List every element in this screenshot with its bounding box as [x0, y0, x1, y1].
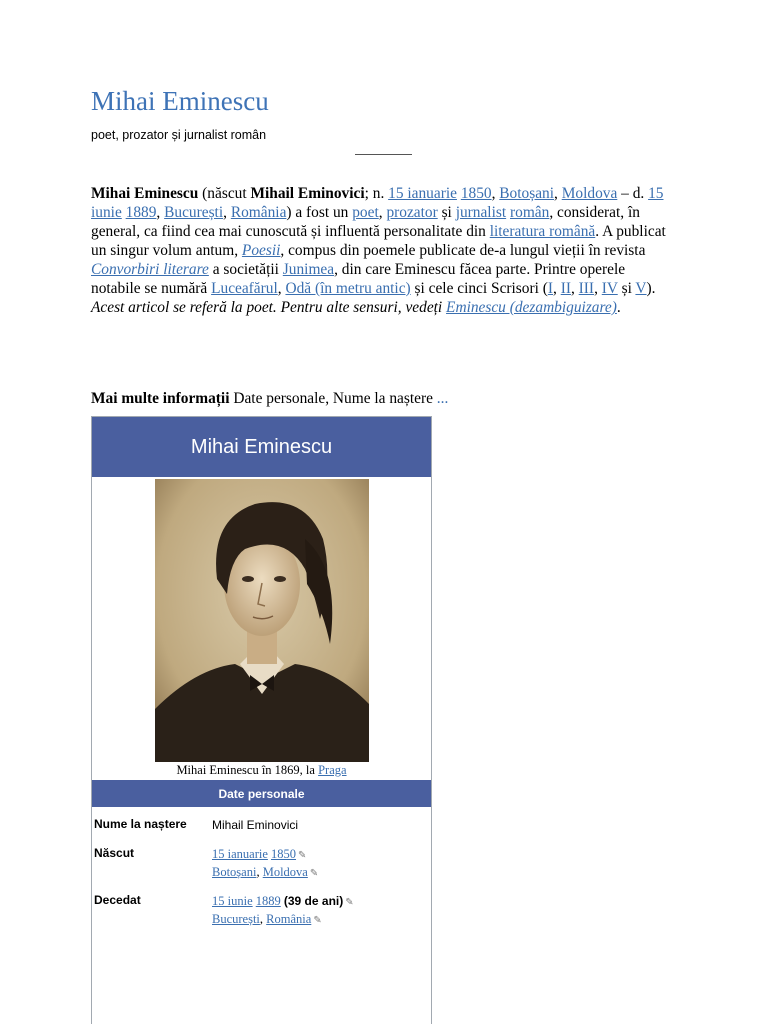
- text: ; n.: [364, 185, 389, 202]
- row-label: Născut: [94, 846, 135, 860]
- text: , considerat, în general, ca fiind cea mai cunoscută și influentă personalitate din: [91, 204, 640, 240]
- infobox-body: [92, 807, 431, 1025]
- text: și: [437, 204, 456, 221]
- pencil-icon[interactable]: ✎: [345, 897, 354, 908]
- infobox-header: Mihai Eminescu: [92, 417, 431, 477]
- text: , din care Eminescu făcea parte. Printre operele notabile se numără: [91, 261, 626, 297]
- row-value: [212, 817, 298, 833]
- link-1850[interactable]: 1850: [460, 185, 492, 202]
- link-junimea[interactable]: Junimea: [282, 261, 335, 278]
- page-subtitle: poet, prozator și jurnalist român: [91, 128, 267, 142]
- link-scrisoarea-ii[interactable]: II: [560, 280, 571, 297]
- link-botosani[interactable]: Botoșani: [499, 185, 555, 202]
- infobox-section-header: Date personale: [92, 780, 431, 807]
- page-title: Mihai Eminescu: [91, 86, 269, 116]
- link-praga[interactable]: Praga: [318, 763, 347, 777]
- link-died-place[interactable]: București: [212, 912, 260, 926]
- more-info-text: Date personale, Nume la naștere: [229, 390, 437, 407]
- more-info-line[interactable]: [91, 389, 448, 408]
- row-value: 15 ianuarie 1850 ✎ Botoșani, Moldova ✎: [212, 847, 319, 879]
- link-jurnalist[interactable]: jurnalist: [455, 204, 507, 221]
- link-scrisoarea-v[interactable]: V: [635, 280, 647, 297]
- link-born-year[interactable]: 1850: [271, 847, 297, 861]
- link-died-date[interactable]: 15 iunie: [212, 894, 253, 908]
- link-convorbiri-literare[interactable]: Convorbiri literare: [91, 261, 209, 278]
- link-scrisoarea-i[interactable]: I: [547, 280, 553, 297]
- link-prozator[interactable]: prozator: [386, 204, 438, 221]
- pencil-icon[interactable]: ✎: [309, 868, 319, 879]
- row-label: Decedat: [94, 893, 141, 907]
- more-info-label: Mai multe informații: [91, 390, 230, 407]
- text: – d.: [617, 185, 649, 202]
- link-born-region[interactable]: Moldova: [262, 865, 308, 879]
- portrait-image[interactable]: [155, 479, 369, 762]
- link-oda[interactable]: Odă (în metru antic): [285, 280, 411, 297]
- birthname-value: Mihail Eminovici: [212, 818, 299, 832]
- link-15-ianuarie[interactable]: 15 ianuarie: [388, 185, 457, 202]
- text: ).: [646, 280, 656, 297]
- image-caption: [92, 763, 431, 778]
- link-poesii[interactable]: Poesii: [241, 242, 281, 259]
- divider: [355, 154, 412, 155]
- row-label: Nume la naștere: [94, 817, 187, 831]
- text: ) a fost un: [286, 204, 353, 221]
- text: și cele cinci Scrisori (: [410, 280, 548, 297]
- text: (născut: [198, 185, 251, 202]
- link-born-place[interactable]: Botoșani: [212, 865, 257, 879]
- infobox-image-area: [92, 477, 431, 780]
- infobox: [91, 416, 432, 1024]
- link-dezambiguizare[interactable]: Eminescu (dezambiguizare): [446, 299, 617, 316]
- link-poet[interactable]: poet: [352, 204, 379, 221]
- link-bucuresti[interactable]: București: [164, 204, 224, 221]
- link-moldova[interactable]: Moldova: [561, 185, 618, 202]
- row-value: 15 iunie 1889 (39 de ani) ✎ București, România ✎: [212, 894, 354, 926]
- hatnote: Acest articol se referă la poet. Pentru alte sensuri, vedeți: [91, 299, 447, 316]
- pencil-icon[interactable]: ✎: [313, 915, 322, 926]
- link-died-year[interactable]: 1889: [255, 894, 281, 908]
- link-1889[interactable]: 1889: [125, 204, 157, 221]
- caption-text: Mihai Eminescu în 1869, la: [176, 763, 319, 777]
- more-info-ellipsis[interactable]: ...: [436, 390, 449, 407]
- intro-paragraph: Mihai Eminescu (născut Mihail Eminovici; n. 15 ianuarie 1850, Botoșani, Moldova – d. 15 iunie 1889, București, România) a fost un poet, prozator și jurnalist român, considerat, în general, ca fiind cea mai cunoscută și influentă personalitate din literatura română. A publicat un singur volum antum, Poesii, compus din poemele publicate de-a lungul vieții în revista Convorbiri literare a societății Junimea, din care Eminescu făcea parte. Printre operele notabile se numără Luceafărul, Odă (în metru antic) și cele cinci Scrisori (I, II, III, IV și V). Acest articol se referă la poet. Pentru alte sensuri, vedeți Eminescu (dezambiguizare).: [91, 185, 666, 316]
- text: , compus din poemele publicate de-a lungul vieții în revista: [280, 242, 646, 259]
- name-bold: Mihai Eminescu: [91, 185, 199, 202]
- link-roman[interactable]: român: [510, 204, 550, 221]
- age-at-death: (39 de ani): [283, 894, 344, 908]
- link-scrisoarea-iii[interactable]: III: [578, 280, 595, 297]
- text: a societății: [208, 261, 283, 278]
- link-scrisoarea-iv[interactable]: IV: [601, 280, 618, 297]
- link-literatura-romana[interactable]: literatura română: [489, 223, 596, 240]
- text: . A publicat un singur volum antum,: [91, 223, 666, 259]
- link-15-iunie[interactable]: 15 iunie: [91, 185, 664, 221]
- link-luceafarul[interactable]: Luceafărul: [211, 280, 278, 297]
- link-born-date[interactable]: 15 ianuarie: [212, 847, 268, 861]
- pencil-icon[interactable]: ✎: [298, 850, 307, 861]
- link-died-region[interactable]: România: [266, 912, 312, 926]
- link-romania[interactable]: România: [230, 204, 287, 221]
- birthname-bold: Mihail Eminovici: [250, 185, 365, 202]
